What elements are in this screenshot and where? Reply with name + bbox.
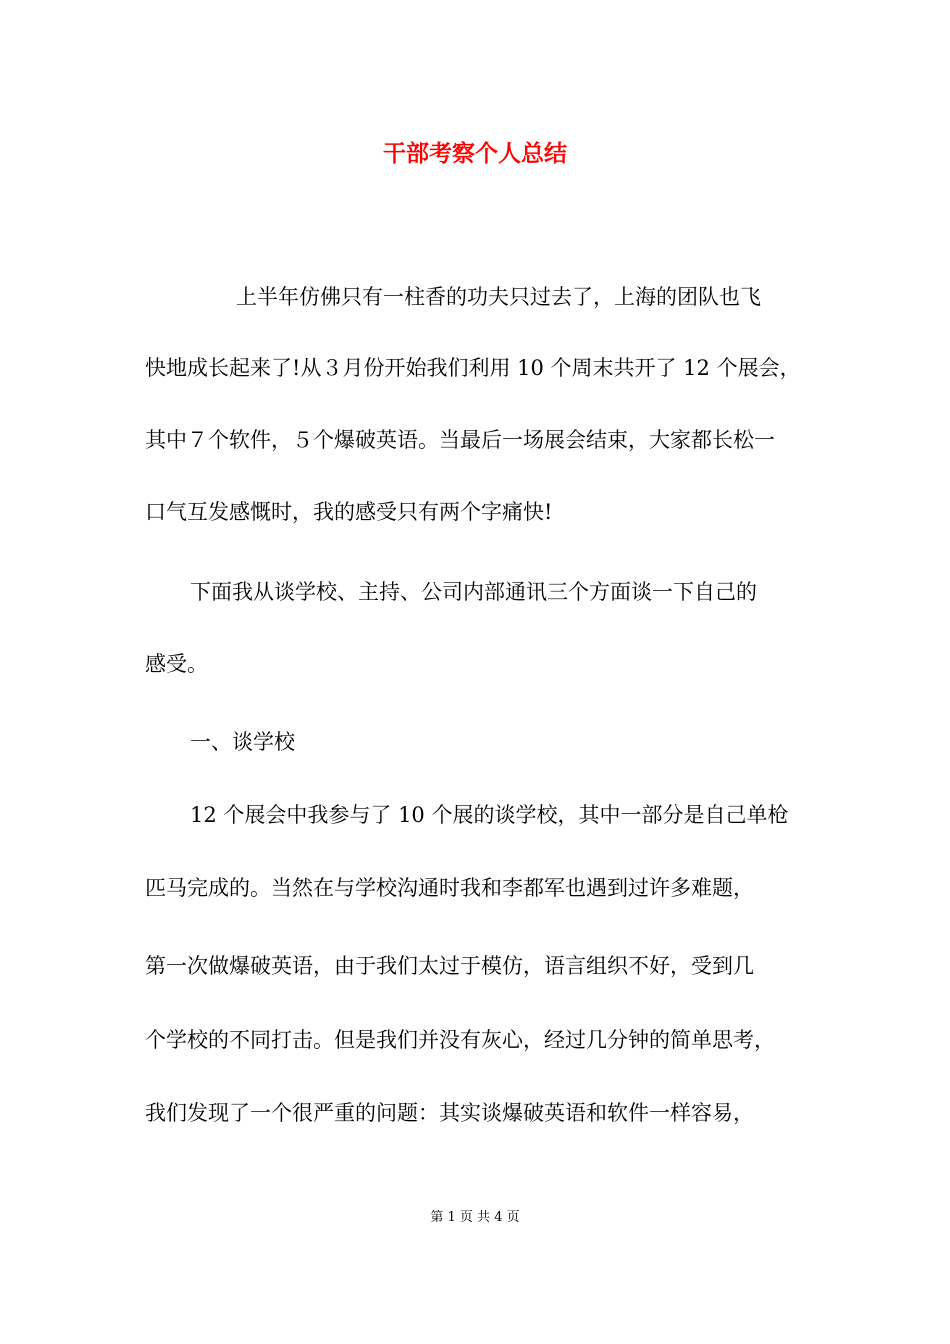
body-line-10: 第一次做爆破英语，由于我们太过于模仿，语言组织不好，受到几 [145,954,754,978]
body-line-3: 其中７个软件，５个爆破英语。当最后一场展会结束，大家都长松一 [145,428,775,452]
body-line-8: 12 个展会中我参与了 10 个展的谈学校，其中一部分是自己单枪 [190,803,789,827]
body-line-4: 口气互发感慨时，我的感受只有两个字痛快! [145,500,553,524]
body-line-5: 下面我从谈学校、主持、公司内部通讯三个方面谈一下自己的 [190,580,757,604]
page-number: 第 1 页 共 4 页 [430,1210,520,1225]
body-line-1: 上半年仿佛只有一柱香的功夫只过去了，上海的团队也飞 [236,285,761,309]
body-line-11: 个学校的不同打击。但是我们并没有灰心，经过几分钟的简单思考， [145,1028,775,1052]
body-line-12: 我们发现了一个很严重的问题：其实谈爆破英语和软件一样容易， [145,1101,754,1125]
body-line-9: 匹马完成的。当然在与学校沟通时我和李都军也遇到过许多难题， [145,876,754,900]
section-heading: 一、谈学校 [190,730,295,754]
body-line-2: 快地成长起来了!从３月份开始我们利用 10 个周末共开了 12 个展会， [145,356,801,380]
body-line-6: 感受。 [145,652,208,676]
document-title: 干部考察个人总结 [383,140,567,167]
